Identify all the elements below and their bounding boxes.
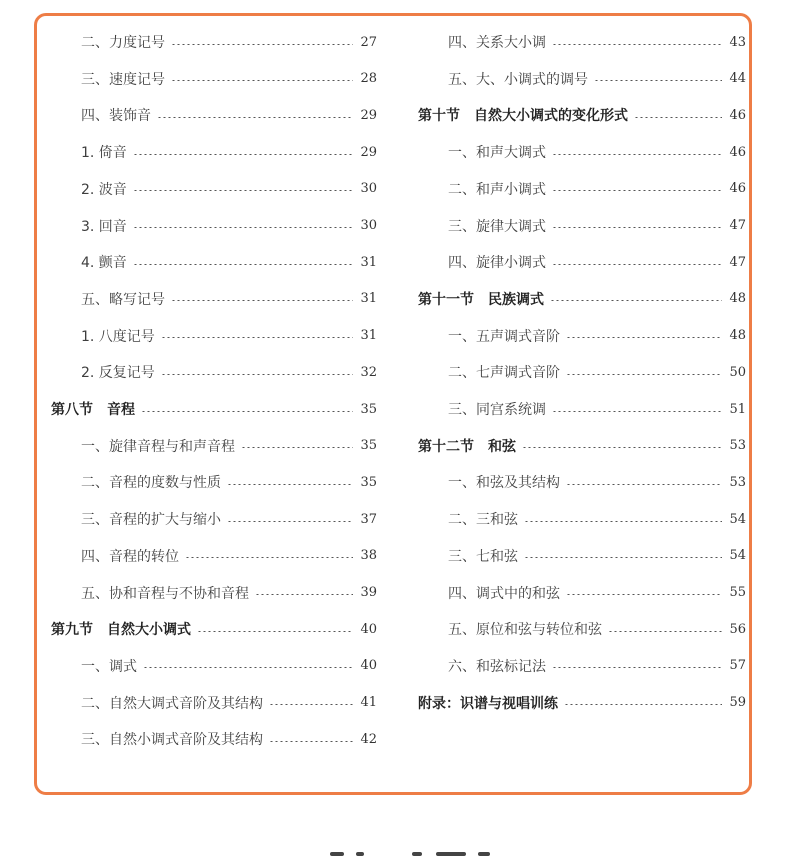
toc-entry-title: 三、七和弦 <box>448 548 518 565</box>
dot-leader <box>171 80 353 81</box>
dot-leader <box>552 227 722 228</box>
toc-section-entry[interactable] <box>51 617 377 641</box>
toc-page-number: 31 <box>360 254 377 270</box>
toc-page-number: 46 <box>729 144 746 160</box>
dot-leader <box>524 521 722 522</box>
toc-page-number: 42 <box>360 731 377 747</box>
dot-leader <box>566 337 722 338</box>
toc-entry[interactable] <box>51 250 377 274</box>
dot-leader <box>552 190 722 191</box>
toc-entry-title: 四、旋律小调式 <box>448 255 546 272</box>
dot-leader <box>550 300 722 301</box>
dot-leader <box>241 447 353 448</box>
toc-frame <box>34 13 752 795</box>
toc-entry-title: 第九节 自然大小调式 <box>51 622 191 639</box>
toc-entry-title: 2. 反复记号 <box>81 365 155 382</box>
toc-entry[interactable] <box>418 654 746 678</box>
toc-page-number: 30 <box>360 218 377 233</box>
dot-leader <box>227 521 353 522</box>
toc-page-number: 27 <box>360 34 377 50</box>
toc-page-number: 48 <box>729 291 746 307</box>
toc-entry[interactable] <box>418 30 746 54</box>
dot-leader <box>566 374 722 375</box>
toc-entry[interactable] <box>51 214 377 238</box>
toc-entry-title: 五、原位和弦与转位和弦 <box>448 622 602 639</box>
toc-entry-title: 4. 颤音 <box>81 255 127 272</box>
dot-leader <box>171 44 353 45</box>
toc-entry-title: 二、音程的度数与性质 <box>81 475 221 492</box>
toc-entry[interactable] <box>51 727 377 751</box>
dot-leader <box>227 484 353 485</box>
toc-page-number: 57 <box>729 658 746 674</box>
dot-leader <box>161 337 353 338</box>
toc-entry-title: 第八节 音程 <box>51 402 135 418</box>
dot-leader <box>157 117 353 118</box>
toc-entry[interactable] <box>418 360 746 384</box>
dot-leader <box>197 631 353 632</box>
toc-page-number: 47 <box>729 218 746 233</box>
toc-page-number: 51 <box>729 401 746 417</box>
dot-leader <box>133 227 353 228</box>
toc-entry-title: 三、速度记号 <box>81 71 165 88</box>
toc-entry[interactable] <box>418 250 746 274</box>
toc-entry-title: 三、音程的扩大与缩小 <box>81 512 221 529</box>
toc-entry-title: 第十一节 民族调式 <box>418 291 544 308</box>
toc-section-entry[interactable] <box>418 434 746 458</box>
toc-entry[interactable] <box>51 470 377 494</box>
dot-leader <box>133 190 353 191</box>
toc-entry-title: 附录：识谱与视唱训练 <box>418 695 558 712</box>
toc-entry-title: 二、三和弦 <box>448 512 518 529</box>
dot-leader <box>608 631 722 632</box>
toc-entry-title: 一、五声调式音阶 <box>448 328 560 345</box>
toc-page-number: 47 <box>729 254 746 270</box>
toc-entry-title: 第十节 自然大小调式的变化形式 <box>418 108 628 125</box>
toc-page-number: 35 <box>360 474 377 490</box>
toc-page-number: 53 <box>729 438 746 454</box>
toc-page-number: 48 <box>729 328 746 344</box>
toc-entry[interactable] <box>51 67 377 91</box>
toc-entry-title: 1. 倚音 <box>81 145 127 162</box>
dot-leader <box>133 264 353 265</box>
toc-page-number: 43 <box>729 34 746 50</box>
toc-entry[interactable] <box>51 581 377 605</box>
dot-leader <box>269 704 353 705</box>
toc-entry-title: 五、略写记号 <box>81 291 165 308</box>
dot-leader <box>143 667 353 668</box>
dot-leader <box>141 411 353 412</box>
toc-entry-title: 三、自然小调式音阶及其结构 <box>81 732 263 749</box>
toc-page-number: 29 <box>360 107 377 123</box>
toc-page-number: 59 <box>729 695 746 711</box>
toc-entry-title: 五、协和音程与不协和音程 <box>81 585 249 602</box>
toc-page-number: 50 <box>729 364 746 380</box>
toc-entry-title: 一、和弦及其结构 <box>448 475 560 492</box>
dot-leader <box>566 594 722 595</box>
toc-entry[interactable] <box>51 507 377 531</box>
toc-page-number: 46 <box>729 107 746 123</box>
toc-page-number: 54 <box>729 511 746 527</box>
toc-entry-title: 一、旋律音程与和声音程 <box>81 438 235 455</box>
toc-entry-title: 四、调式中的和弦 <box>448 585 560 602</box>
toc-entry[interactable] <box>418 177 746 201</box>
toc-page-number: 28 <box>360 71 377 87</box>
toc-page-number: 35 <box>360 438 377 454</box>
toc-entry[interactable] <box>51 103 377 127</box>
toc-entry[interactable] <box>51 140 377 164</box>
dot-leader <box>634 117 722 118</box>
dot-leader <box>552 667 722 668</box>
toc-entry-title: 二、自然大调式音阶及其结构 <box>81 695 263 712</box>
toc-entry[interactable] <box>418 140 746 164</box>
toc-page-number: 30 <box>360 181 377 197</box>
toc-page-number: 44 <box>729 71 746 87</box>
toc-section-entry[interactable] <box>51 397 377 421</box>
toc-entry[interactable] <box>418 324 746 348</box>
toc-page-number: 35 <box>360 401 377 417</box>
toc-entry-title: 一、调式 <box>81 658 137 675</box>
toc-page-number: 46 <box>729 181 746 197</box>
toc-entry-title: 五、大、小调式的调号 <box>448 71 588 88</box>
toc-entry-title: 二、七声调式音阶 <box>448 365 560 382</box>
toc-entry[interactable] <box>418 397 746 421</box>
toc-entry[interactable] <box>51 360 377 384</box>
dot-leader <box>564 704 722 705</box>
dot-leader <box>594 80 722 81</box>
toc-page-number: 53 <box>729 474 746 490</box>
dot-leader <box>524 557 722 558</box>
toc-entry-title: 二、和声小调式 <box>448 181 546 198</box>
toc-page-number: 38 <box>360 548 377 564</box>
toc-entry[interactable] <box>51 544 377 568</box>
dot-leader <box>566 484 722 485</box>
dot-leader <box>552 44 722 45</box>
toc-entry-title: 四、音程的转位 <box>81 548 179 565</box>
dot-leader <box>552 264 722 265</box>
toc-page-number: 37 <box>360 511 377 527</box>
toc-entry[interactable] <box>418 470 746 494</box>
toc-entry[interactable] <box>51 287 377 311</box>
dot-leader <box>171 300 353 301</box>
dot-leader <box>522 447 722 448</box>
toc-entry-title: 四、装饰音 <box>81 108 151 125</box>
toc-entry-title: 一、和声大调式 <box>448 145 546 162</box>
toc-entry[interactable] <box>51 691 377 715</box>
toc-page-number: 29 <box>360 144 377 160</box>
toc-entry-title: 四、关系大小调 <box>448 35 546 51</box>
dot-leader <box>185 557 353 558</box>
dot-leader <box>161 374 353 375</box>
toc-entry-title: 3. 回音 <box>81 218 127 235</box>
toc-page-number: 31 <box>360 291 377 307</box>
toc-entry[interactable] <box>418 544 746 568</box>
dot-leader <box>255 594 353 595</box>
toc-entry[interactable] <box>418 67 746 91</box>
toc-page-number: 39 <box>360 585 377 600</box>
toc-entry-title: 三、同宫系统调 <box>448 402 546 418</box>
toc-entry[interactable] <box>418 617 746 641</box>
toc-page-number: 31 <box>360 328 377 344</box>
toc-entry[interactable] <box>418 581 746 605</box>
toc-entry-title: 1. 八度记号 <box>81 328 155 345</box>
dot-leader <box>133 154 353 155</box>
toc-entry[interactable] <box>418 214 746 238</box>
toc-entry-title: 2. 波音 <box>81 181 127 198</box>
toc-entry[interactable] <box>51 654 377 678</box>
toc-entry-title: 三、旋律大调式 <box>448 218 546 235</box>
toc-entry-title: 二、力度记号 <box>81 35 165 51</box>
toc-entry[interactable] <box>51 177 377 201</box>
toc-entry[interactable] <box>51 30 377 54</box>
toc-entry[interactable] <box>51 324 377 348</box>
toc-page-number: 41 <box>360 695 377 711</box>
toc-page-number: 32 <box>360 364 377 380</box>
toc-section-entry[interactable] <box>418 287 746 311</box>
bottom-cropped-text <box>0 852 790 858</box>
toc-section-entry[interactable] <box>418 691 746 715</box>
toc-page-number: 55 <box>729 585 746 600</box>
toc-section-entry[interactable] <box>418 103 746 127</box>
dot-leader <box>552 411 722 412</box>
toc-page-number: 54 <box>729 548 746 564</box>
dot-leader <box>552 154 722 155</box>
toc-page-number: 56 <box>729 621 746 637</box>
toc-page-number: 40 <box>360 621 377 637</box>
toc-entry-title: 第十二节 和弦 <box>418 438 516 455</box>
toc-page-number: 40 <box>360 658 377 674</box>
toc-entry[interactable] <box>51 434 377 458</box>
toc-entry-title: 六、和弦标记法 <box>448 658 546 675</box>
dot-leader <box>269 741 353 742</box>
toc-entry[interactable] <box>418 507 746 531</box>
